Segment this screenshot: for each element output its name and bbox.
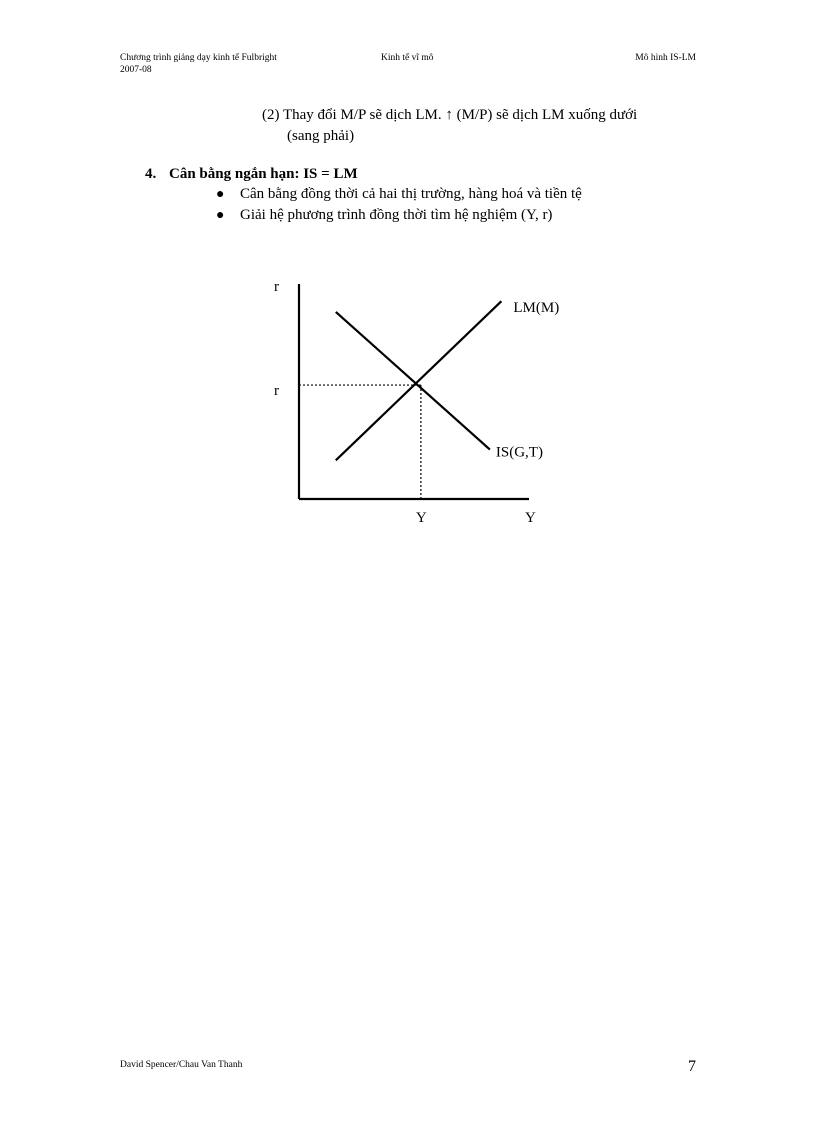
bullet-dot-icon: ● bbox=[216, 208, 225, 223]
header-subject: Kinh tế vĩ mô bbox=[381, 53, 434, 63]
equilibrium-r-label: r bbox=[274, 383, 279, 400]
item-2-line2: (sang phải) bbox=[287, 128, 355, 144]
header-year: 2007-08 bbox=[120, 65, 152, 75]
bullet-dot-icon: ● bbox=[216, 187, 225, 202]
item-2-line1: (2) Thay đổi M/P sẽ dịch LM. ↑ (M/P) sẽ dịch LM xuống dưới bbox=[262, 107, 638, 123]
bullet-text: Giải hệ phương trình đồng thời tìm hệ nghiệm (Y, r) bbox=[240, 207, 553, 223]
section-title: Cân bằng ngắn hạn: IS = LM bbox=[169, 166, 358, 182]
header-chapter: Mô hình IS-LM bbox=[635, 53, 696, 63]
bullet-text: Cân bằng đồng thời cả hai thị trường, hàng hoá và tiền tệ bbox=[240, 186, 582, 202]
lm-curve-label: LM(M) bbox=[513, 300, 560, 317]
is-lm-chart bbox=[0, 0, 816, 560]
y-axis-label: r bbox=[274, 279, 279, 295]
footer-authors: David Spencer/Chau Van Thanh bbox=[120, 1060, 243, 1070]
page-number: 7 bbox=[688, 1058, 696, 1075]
x-axis-label: Y bbox=[525, 510, 536, 526]
section-number: 4. bbox=[145, 166, 157, 182]
is-curve bbox=[336, 312, 490, 450]
is-curve-label: IS(G,T) bbox=[495, 444, 543, 461]
header-course-name: Chương trình giảng dạy kinh tế Fulbright bbox=[120, 53, 277, 63]
equilibrium-y-label: Y bbox=[415, 510, 427, 526]
